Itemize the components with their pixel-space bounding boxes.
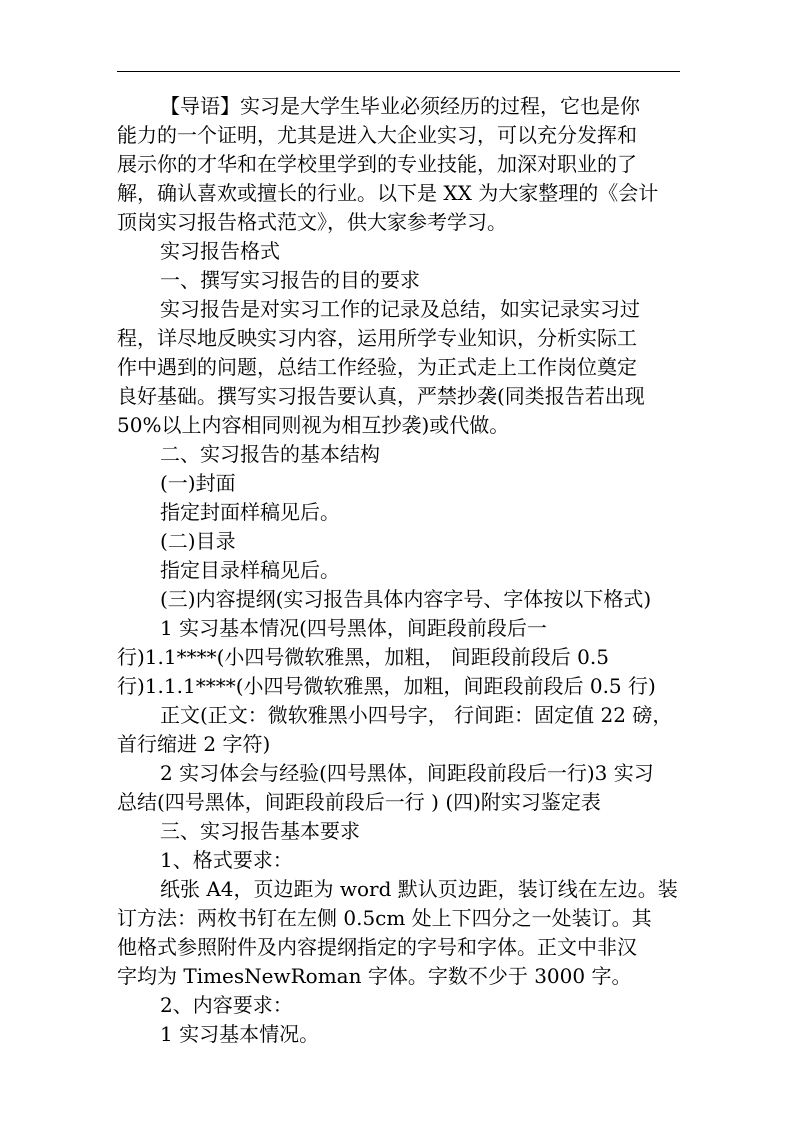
subsection-heading: (二)目录 (160, 529, 236, 553)
text-line: 1 实习基本情况(四号黑体，间距段前段后一 (160, 616, 547, 640)
text-line: 订方法：两枚书钉在左侧 0.5cm 处上下四分之一处装订。其 (117, 906, 652, 930)
text-line: 实习报告是对实习工作的记录及总结，如实记录实习过 (160, 297, 640, 321)
subsection-heading: 2、内容要求： (160, 993, 293, 1017)
text-line: 作中遇到的问题，总结工作经验，为正式走上工作岗位奠定 (117, 355, 637, 379)
text-line: 纸张 A4，页边距为 word 默认页边距，装订线在左边。装 (160, 877, 678, 901)
text-line: 正文(正文：微软雅黑小四号字， 行间距：固定值 22 磅， (160, 703, 673, 727)
text-line: 【导语】实习是大学生毕业必须经历的过程，它也是你 (160, 94, 640, 118)
text-line: 行)1.1.1****(小四号微软雅黑，加粗，间距段前段后 0.5 行) (117, 674, 656, 698)
subsection-heading: (一)封面 (160, 471, 236, 495)
subsection-heading: (三)内容提纲(实习报告具体内容字号、字体按以下格式) (160, 587, 652, 611)
text-line: 字均为 TimesNewRoman 字体。字数不少于 3000 字。 (117, 964, 632, 988)
text-line: 总结(四号黑体，间距段前段后一行 ) (四)附实习鉴定表 (117, 790, 601, 814)
text-line: 指定封面样稿见后。 (160, 500, 340, 524)
text-line: 良好基础。撰写实习报告要认真，严禁抄袭(同类报告若出现 (117, 384, 645, 408)
text-line: 首行缩进 2 字符) (117, 732, 271, 756)
text-line: 50%以上内容相同则视为相互抄袭)或代做。 (117, 413, 510, 437)
section-heading: 二、实习报告的基本结构 (160, 442, 380, 466)
text-line: 展示你的才华和在学校里学到的专业技能，加深对职业的了 (117, 152, 637, 176)
text-line: 能力的一个证明，尤其是进入大企业实习，可以充分发挥和 (117, 123, 637, 147)
text-line: 解，确认喜欢或擅长的行业。以下是 XX 为大家整理的《会计 (117, 181, 659, 205)
text-line: 他格式参照附件及内容提纲指定的字号和字体。正文中非汉 (117, 935, 637, 959)
text-line: 行)1.1****(小四号微软雅黑，加粗， 间距段前段后 0.5 (117, 645, 609, 669)
text-line: 程，详尽地反映实习内容，运用所学专业知识，分析实际工 (117, 326, 637, 350)
section-heading: 实习报告格式 (160, 239, 280, 263)
subsection-heading: 1、格式要求： (160, 848, 293, 872)
text-line: 1 实习基本情况。 (160, 1022, 320, 1046)
section-heading: 三、实习报告基本要求 (160, 819, 360, 843)
section-heading: 一、撰写实习报告的目的要求 (160, 268, 420, 292)
text-line: 2 实习体会与经验(四号黑体，间距段前段后一行)3 实习 (160, 761, 654, 785)
text-line: 顶岗实习报告格式范文》，供大家参考学习。 (117, 210, 507, 234)
header-rule (117, 71, 680, 72)
text-line: 指定目录样稿见后。 (160, 558, 340, 582)
document-body (117, 92, 683, 1049)
